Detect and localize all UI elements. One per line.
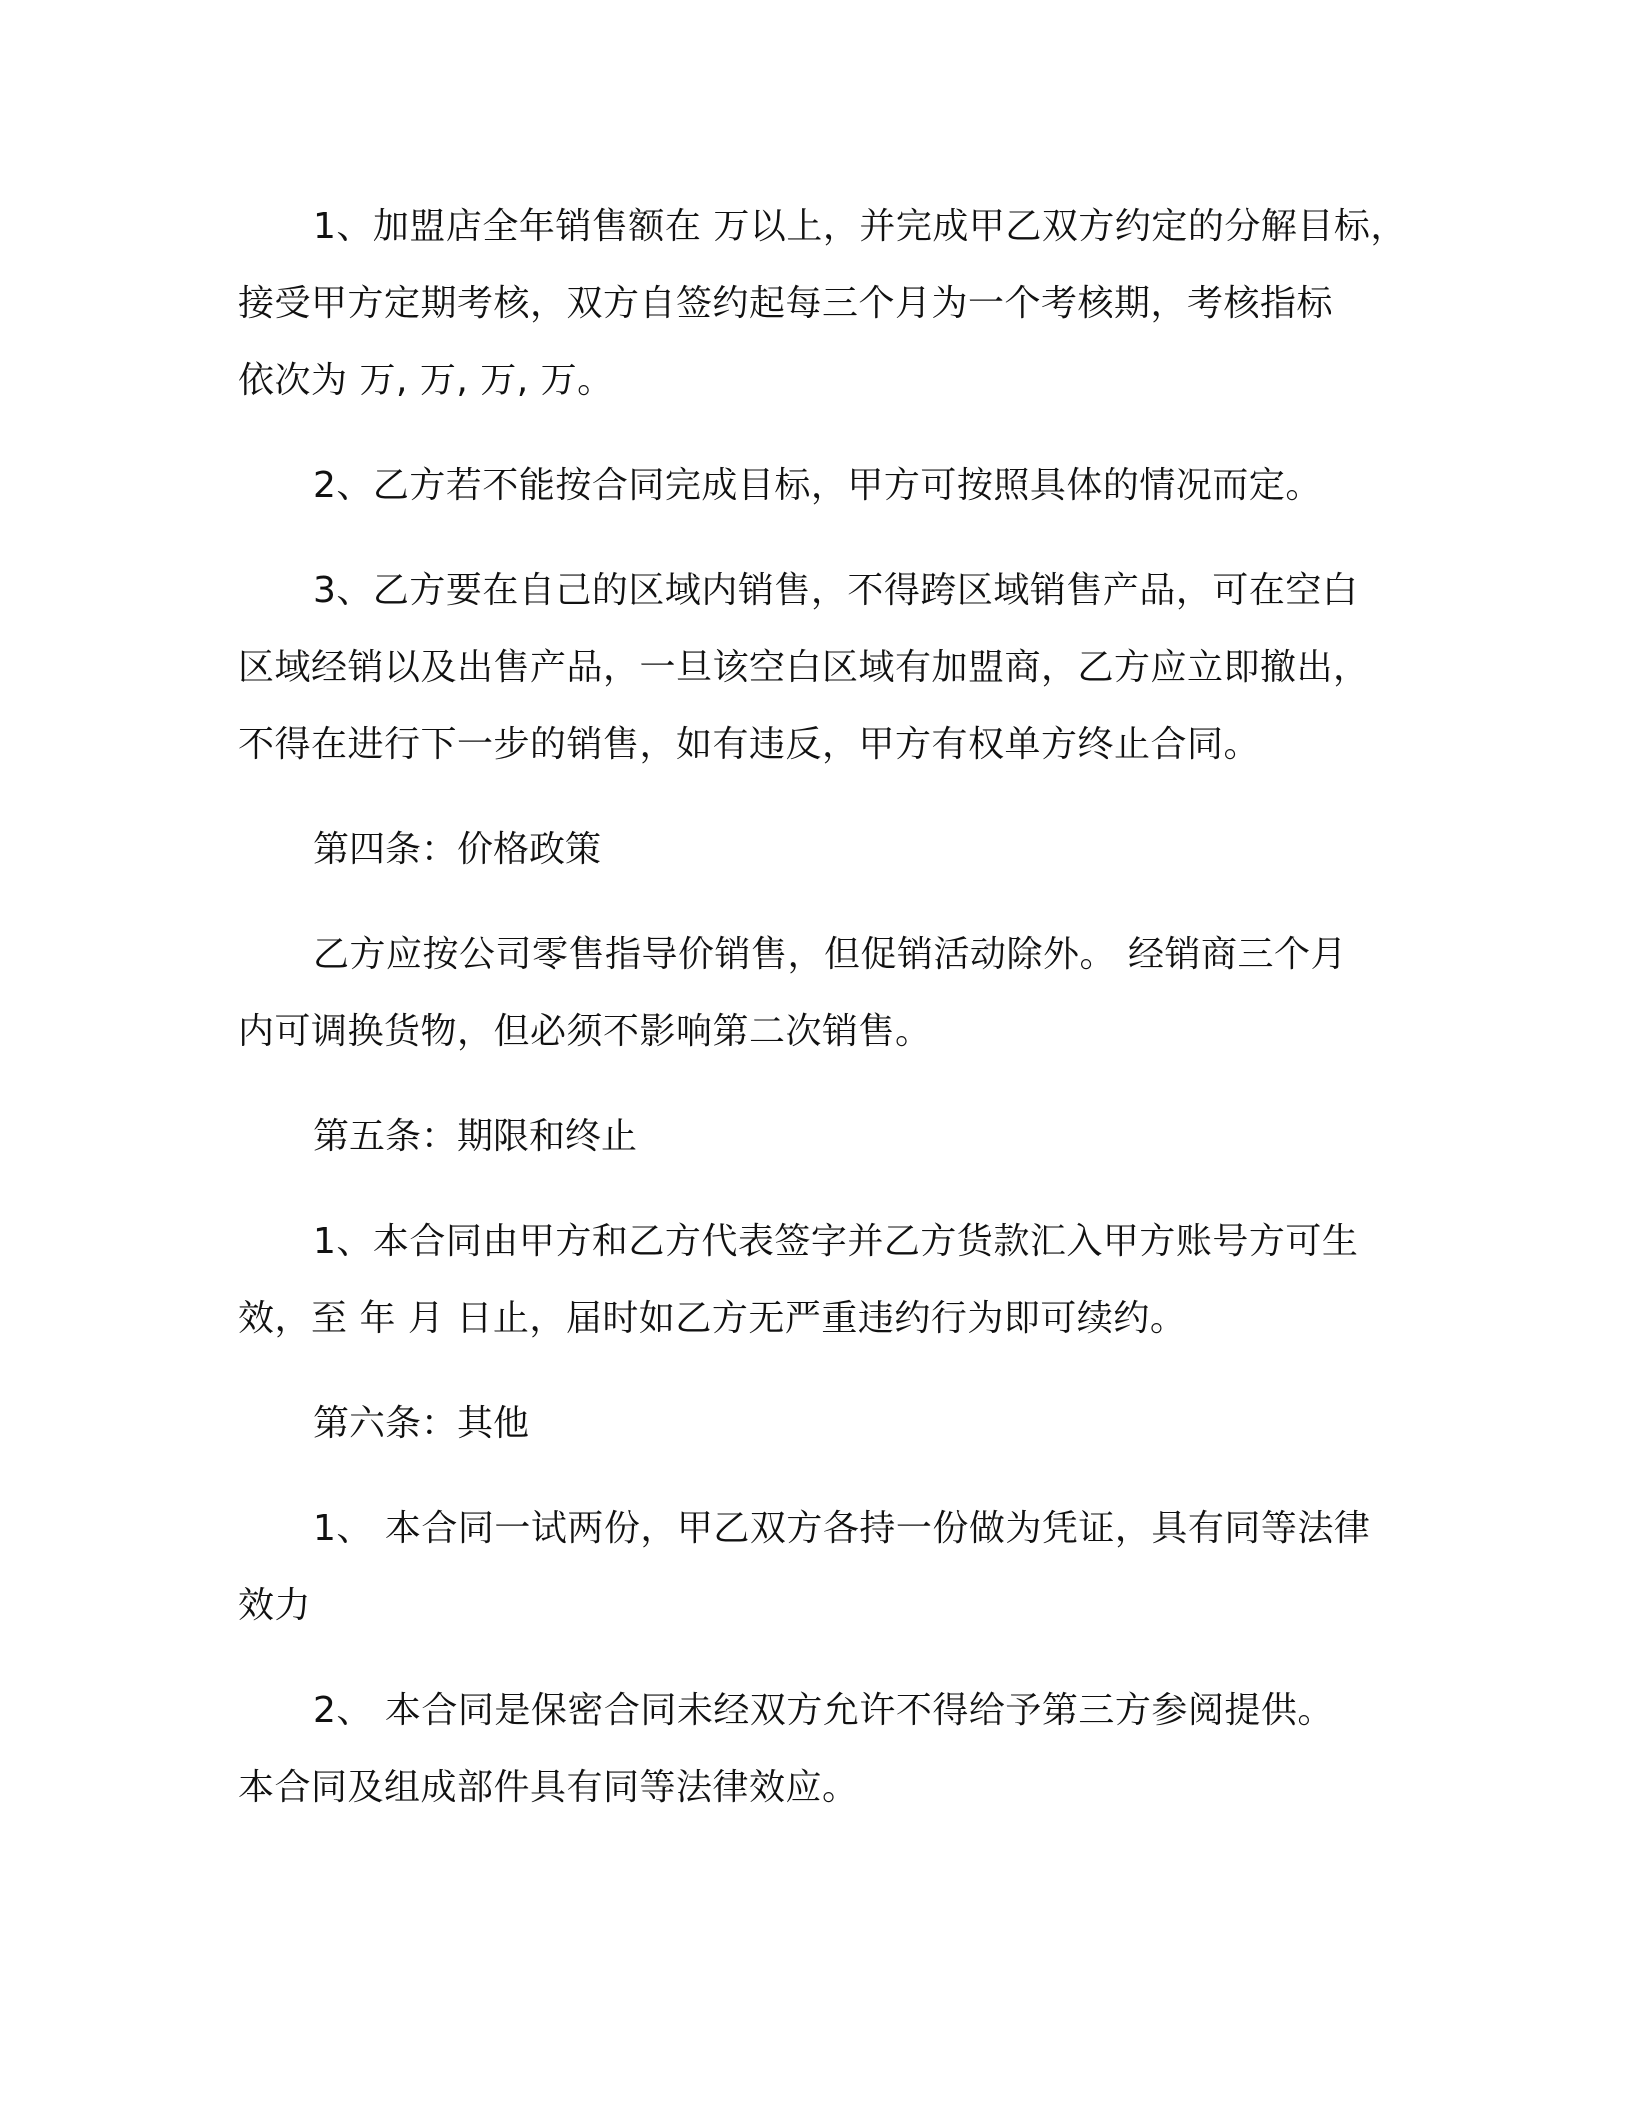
section-heading-price-policy: 第四条：价格政策 [313, 829, 602, 870]
paragraph-line: 接受甲方定期考核，双方自签约起每三个月为一个考核期，考核指标 [238, 283, 1334, 324]
section-heading-term-termination: 第五条：期限和终止 [313, 1116, 638, 1157]
clause-paragraph-2 [238, 447, 1418, 524]
paragraph-line: 内可调换货物，但必须不影响第二次销售。 [238, 1011, 932, 1052]
term-paragraph-1 [238, 1203, 1418, 1357]
paragraph-line: 3、乙方要在自己的区域内销售，不得跨区域销售产品，可在空白 [313, 570, 1359, 611]
paragraph-line: 1、 本合同一试两份，甲乙双方各持一份做为凭证，具有同等法律 [313, 1508, 1371, 1549]
paragraph-line: 1、加盟店全年销售额在 万以上，并完成甲乙双方约定的分解目标， [313, 206, 1407, 247]
clause-paragraph-3 [238, 552, 1418, 783]
paragraph-line: 效力 [238, 1585, 312, 1626]
other-paragraph-1 [238, 1490, 1418, 1644]
paragraph-line: 效，至 年 月 日止，届时如乙方无严重违约行为即可续约。 [238, 1298, 1187, 1339]
clause-paragraph-1 [238, 188, 1418, 419]
paragraph-line: 不得在进行下一步的销售，如有违反，甲方有权单方终止合同。 [238, 724, 1261, 765]
section-heading-other: 第六条：其他 [313, 1403, 530, 1444]
document-body [238, 188, 1418, 1854]
paragraph-line: 1、本合同由甲方和乙方代表签字并乙方货款汇入甲方账号方可生 [313, 1221, 1359, 1262]
paragraph-line: 2、乙方若不能按合同完成目标，甲方可按照具体的情况而定。 [313, 465, 1322, 506]
price-policy-paragraph [238, 916, 1418, 1070]
paragraph-line: 区域经销以及出售产品，一旦该空白区域有加盟商，乙方应立即撤出， [238, 647, 1370, 688]
paragraph-line: 2、 本合同是保密合同未经双方允许不得给予第三方参阅提供。 [313, 1690, 1334, 1731]
paragraph-line: 本合同及组成部件具有同等法律效应。 [238, 1767, 859, 1808]
other-paragraph-2 [238, 1672, 1418, 1826]
paragraph-line: 乙方应按公司零售指导价销售，但促销活动除外。 经销商三个月 [313, 934, 1347, 975]
paragraph-line: 依次为 万, 万, 万, 万。 [238, 360, 614, 401]
